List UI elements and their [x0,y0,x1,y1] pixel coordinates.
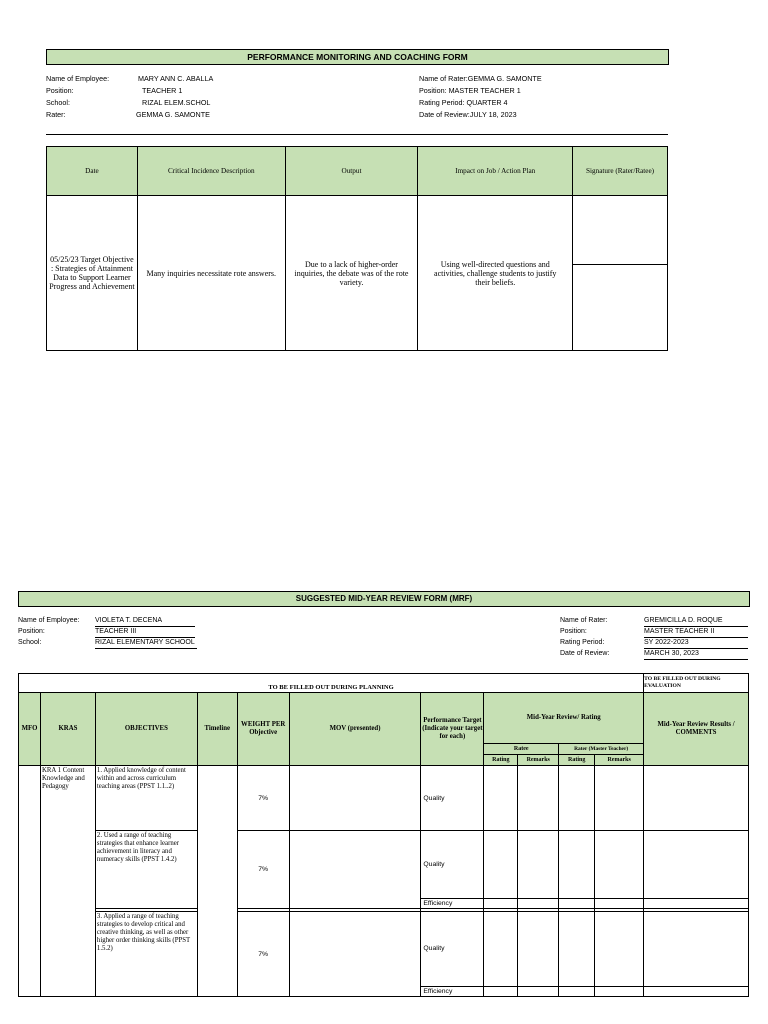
header-signature: Signature (Rater/Ratee) [573,147,668,196]
header-objectives: OBJECTIVES [95,693,197,766]
rater-remarks-3[interactable] [595,912,644,987]
objective-3: 3. Applied a range of teaching strategies to develop critical and creative thinking, as well as other higher order thinking skills (PPST 1.5.2) [95,912,197,997]
mfo-cell[interactable] [19,766,41,997]
ratee-remarks-1[interactable] [518,766,559,831]
header-description: Critical Incidence Description [137,147,285,196]
header-ratee: Ratee [484,744,559,755]
kra-cell: KRA 1 Content Knowledge and Pedagogy [40,766,95,997]
review-date: Date of Review:JULY 18, 2023 [419,110,517,119]
signature-ratee-cell[interactable] [573,265,668,351]
rater-remarks-1[interactable] [595,766,644,831]
header-timeline: Timeline [197,693,237,766]
form2-title: SUGGESTED MID-YEAR REVIEW FORM (MRF) [18,591,750,607]
header-row-1 [19,693,749,744]
period-value: SY 2022-2023 [644,638,748,649]
school-label: School: [18,639,42,646]
school-value: RIZAL ELEMENTARY SCHOOL [95,638,197,649]
rater-value: GEMMA G. SAMONTE [136,110,210,119]
employee-label: Name of Employee: [46,74,110,83]
header-weight: WEIGHT PER Objective [237,693,289,766]
quality-3: Quality [421,912,484,987]
header-rater: Rater (Master Teacher) [559,744,644,755]
header-ratee-remarks: Remarks [518,755,559,766]
position-label: Position: [46,86,74,95]
rater-rating-3b[interactable] [559,986,595,997]
table-row [19,766,749,831]
quality-1: Quality [421,766,484,831]
header-mfo: MFO [19,693,41,766]
row-output: Due to a lack of higher-order inquiries, the debate was of the rote variety. [285,196,418,351]
date-value: MARCH 30, 2023 [644,649,748,660]
rating-period: Rating Period: QUARTER 4 [419,98,508,107]
objective-2: 2. Used a range of teaching strategies that enhance learner achievement in literacy and numeracy skills (PPST 1.4.2) [95,831,197,909]
rater-remarks-3b[interactable] [595,986,644,997]
ratee-rating-2[interactable] [484,831,518,899]
table-row [47,196,668,265]
rater-remarks-2b[interactable] [595,898,644,908]
divider-line [46,134,668,135]
header-impact: Impact on Job / Action Plan [418,147,573,196]
rater-position: Position: MASTER TEACHER 1 [419,86,521,95]
employee-value: MARY ANN C. ABALLA [138,74,214,83]
header-review: Mid-Year Review/ Rating [484,693,644,744]
quality-2: Quality [421,831,484,899]
ratee-remarks-2b[interactable] [518,898,559,908]
weight-2: 7% [237,831,289,909]
mov-3[interactable] [289,912,421,997]
comments-3[interactable] [644,912,749,987]
ratee-rating-3[interactable] [484,912,518,987]
rater-rating-2b[interactable] [559,898,595,908]
evaluation-label: TO BE FILLED OUT DURING EVALUATION [644,674,749,693]
comments-2[interactable] [644,831,749,899]
comments-3b[interactable] [644,986,749,997]
efficiency-3: Efficiency [421,986,484,997]
coaching-table [46,146,668,351]
ratee-remarks-3b[interactable] [518,986,559,997]
header-ratee-rating: Rating [484,755,518,766]
position-value: TEACHER 1 [142,86,183,95]
date-label: Date of Review: [560,650,610,657]
position-label: Position: [18,628,45,635]
position-value: MASTER TEACHER II [644,627,748,638]
rater-name: Name of Rater:GEMMA G. SAMONTE [419,74,542,83]
table-header-row [47,147,668,196]
ratee-remarks-3[interactable] [518,912,559,987]
planning-label: TO BE FILLED OUT DURING PLANNING [19,674,644,693]
position-value: TEACHER III [95,627,195,638]
header-date: Date [47,147,138,196]
mid-year-review-table [18,673,749,997]
rater-remarks-2[interactable] [595,831,644,899]
signature-rater-cell[interactable] [573,196,668,265]
rater-rating-1[interactable] [559,766,595,831]
header-rater-rating: Rating [559,755,595,766]
comments-2b[interactable] [644,898,749,908]
mov-2[interactable] [289,831,421,909]
objective-1: 1. Applied knowledge of content within and across curriculum teaching areas (PPST 1.1..2) [95,766,197,831]
comments-1[interactable] [644,766,749,831]
row-date: 05/25/23 Target Objective : Strategies of Attainment Data to Support Learner Progress and Achievement [47,196,138,351]
employee-value: VIOLETA T. DECENA [95,616,195,627]
header-output: Output [285,147,418,196]
header-kras: KRAS [40,693,95,766]
period-label: Rating Period: [560,639,605,646]
header-target: Performance Target (Indicate your target for each) [421,693,484,766]
row-description: Many inquiries necessitate rote answers. [137,196,285,351]
rater-label: Rater: [46,110,66,119]
table-row [19,831,749,899]
rater-value: GREMICILLA D. ROQUE [644,616,748,627]
rater-rating-2[interactable] [559,831,595,899]
ratee-rating-1[interactable] [484,766,518,831]
school-label: School: [46,98,70,107]
header-mov: MOV (presented) [289,693,421,766]
table-row [19,912,749,987]
header-rater-remarks: Remarks [595,755,644,766]
ratee-rating-3b[interactable] [484,986,518,997]
ratee-rating-2b[interactable] [484,898,518,908]
employee-label: Name of Employee: [18,617,80,624]
timeline-cell[interactable] [197,766,237,997]
rater-rating-3[interactable] [559,912,595,987]
weight-1: 7% [237,766,289,831]
planning-row [19,674,749,693]
ratee-remarks-2[interactable] [518,831,559,899]
header-results: Mid-Year Review Results / COMMENTS [644,693,749,766]
position-label: Position: [560,628,587,635]
school-value: RIZAL ELEM.SCHOL [142,98,211,107]
mov-1[interactable] [289,766,421,831]
row-impact: Using well-directed questions and activities, challenge students to justify their beliefs. [418,196,573,351]
efficiency-2: Efficiency [421,898,484,908]
rater-label: Name of Rater: [560,617,608,624]
form1-title: PERFORMANCE MONITORING AND COACHING FORM [46,49,669,65]
weight-3: 7% [237,912,289,997]
